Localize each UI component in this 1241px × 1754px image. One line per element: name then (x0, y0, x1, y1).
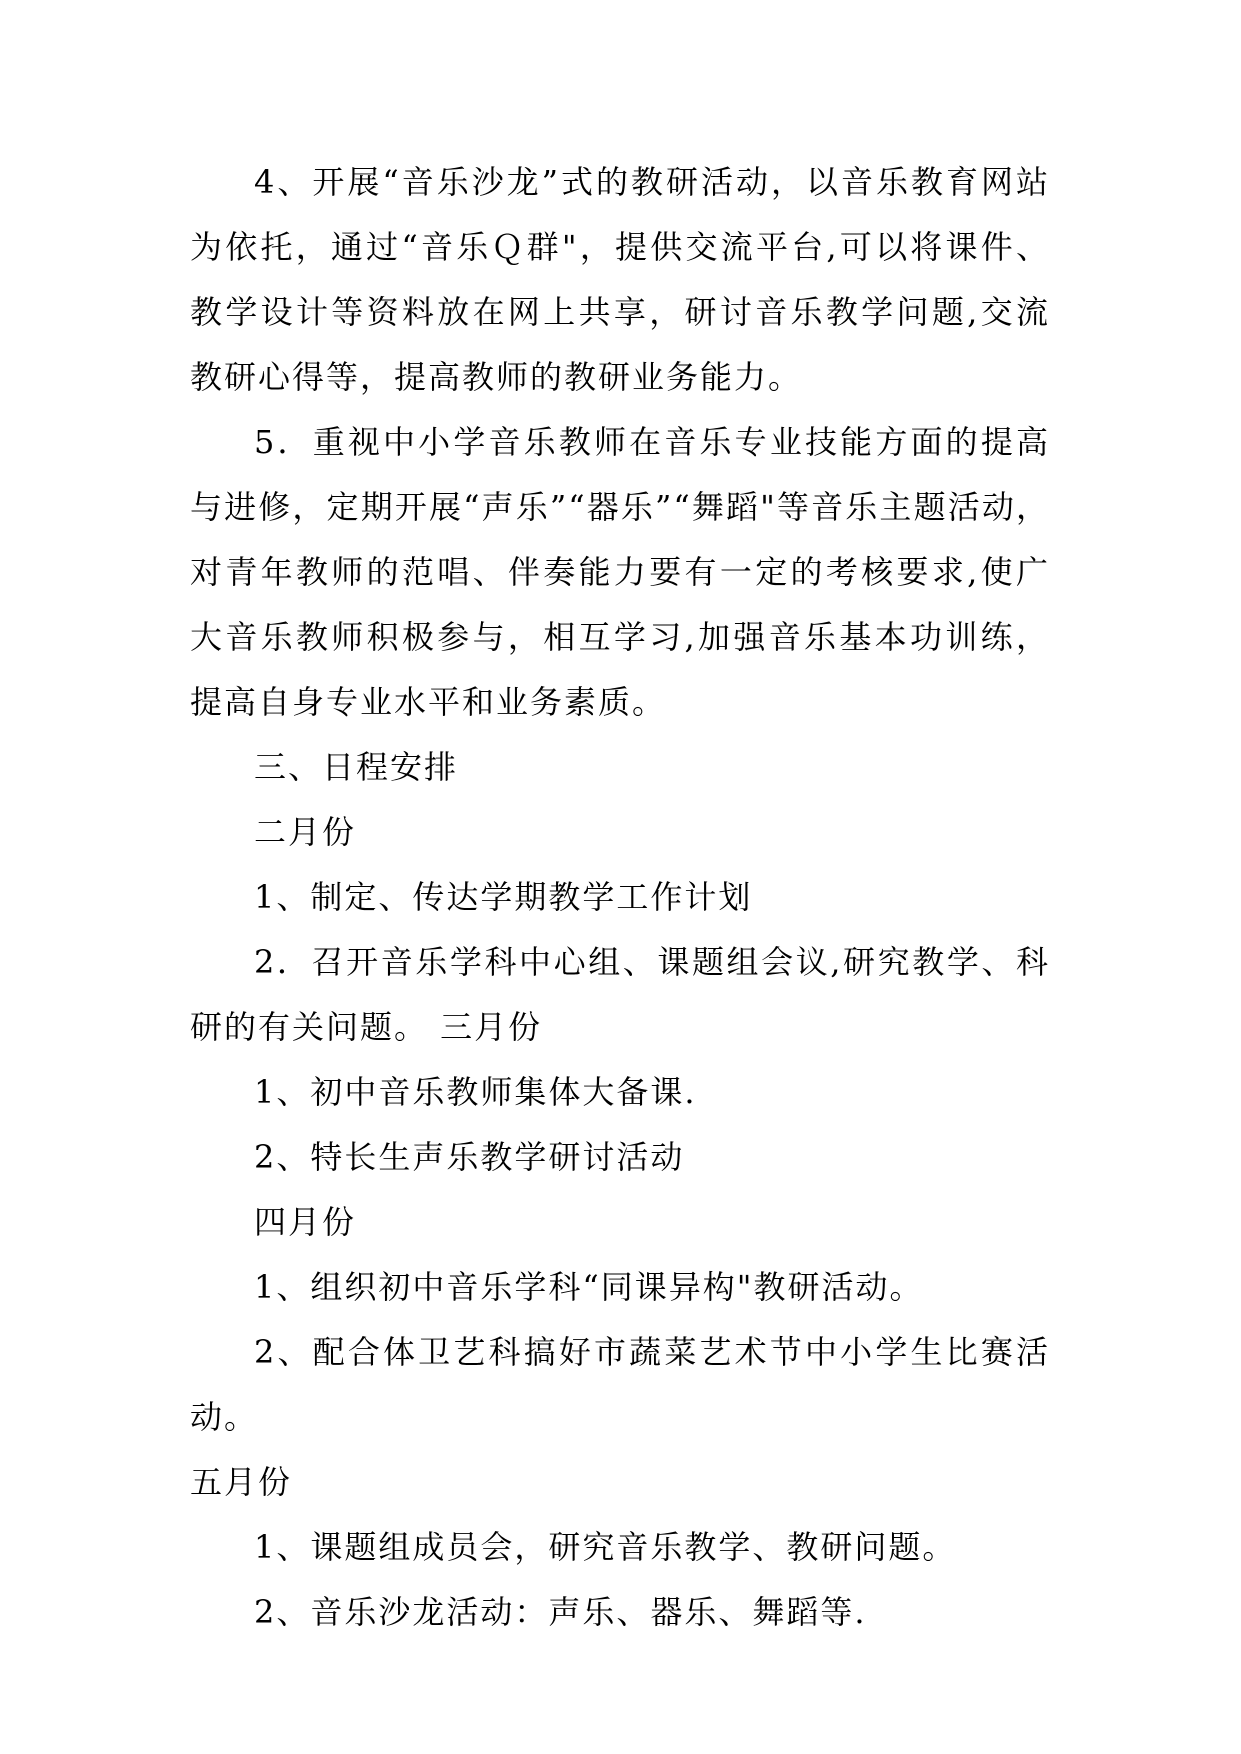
month-heading-may: 五月份 (190, 1463, 293, 1501)
may-item-1: 1、课题组成员会，研究音乐教学、教研问题。 (254, 1528, 957, 1566)
may-item-2: 2、音乐沙龙活动：声乐、器乐、舞蹈等. (254, 1593, 867, 1631)
february-item-2: 2．召开音乐学科中心组、课题组会议,研究教学、科研的有关问题。 三月份 (190, 943, 1050, 1046)
april-item-1: 1、组织初中音乐学科“同课异构"教研活动。 (254, 1268, 924, 1306)
paragraph-item-4-salon: 4、开展“音乐沙龙”式的教研活动，以音乐教育网站为依托，通过“音乐Ｑ群"，提供交流平台,可以将课件、教学设计等资料放在网上共享，研讨音乐教学问题,交流教研心得等，提高教师的教研业务能力。 (190, 163, 1050, 396)
month-heading-february: 二月份 (254, 813, 357, 851)
document-body (190, 150, 1050, 1645)
february-item-1: 1、制定、传达学期教学工作计划 (254, 878, 753, 916)
april-item-2: 2、配合体卫艺科搞好市蔬菜艺术节中小学生比赛活动。 (190, 1333, 1050, 1436)
march-item-2: 2、特长生声乐教学研讨活动 (254, 1138, 685, 1176)
month-heading-april: 四月份 (254, 1203, 357, 1241)
march-item-1: 1、初中音乐教师集体大备课. (254, 1073, 697, 1111)
section-heading-schedule: 三、日程安排 (254, 748, 459, 786)
paragraph-item-5-skills: 5．重视中小学音乐教师在音乐专业技能方面的提高与进修，定期开展“声乐”“器乐”“舞蹈"等音乐主题活动，对青年教师的范唱、伴奏能力要有一定的考核要求,使广大音乐教师积极参与，相互学习,加强音乐基本功训练，提高自身专业水平和业务素质。 (190, 423, 1050, 721)
